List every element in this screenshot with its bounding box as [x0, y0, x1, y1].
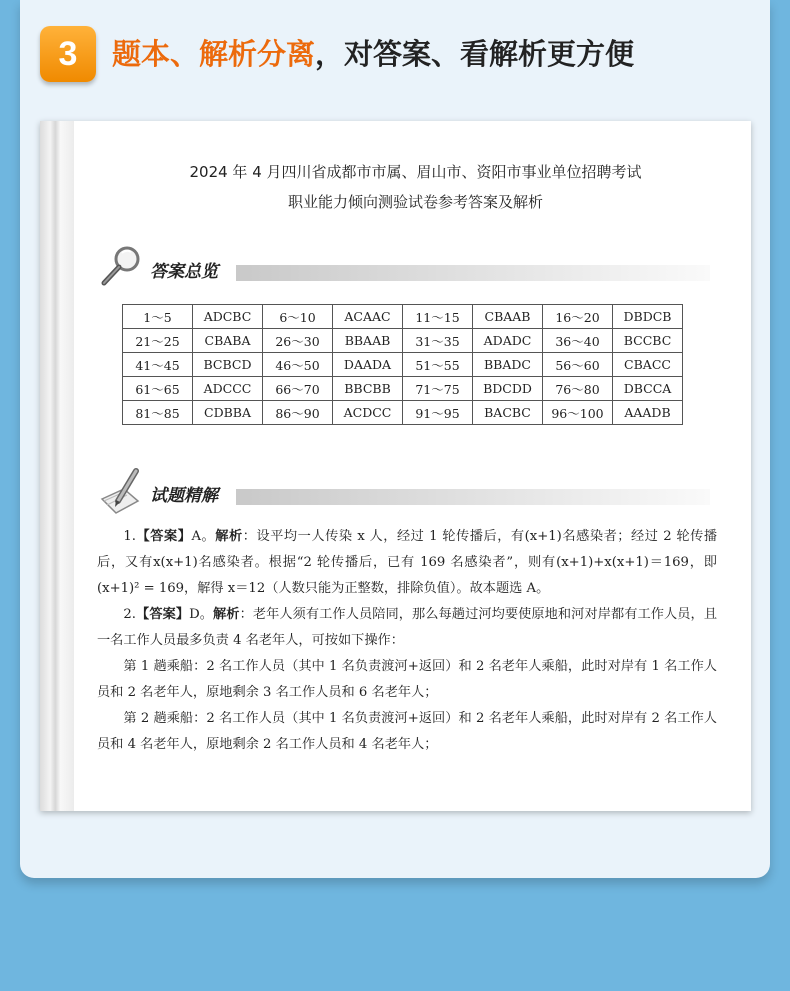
- answer-key-cell: BBADC: [473, 353, 543, 377]
- answer-row: [123, 305, 683, 329]
- answer-key-cell: BCBCD: [193, 353, 263, 377]
- answer-range-cell: 96～100: [543, 401, 613, 425]
- explanations-bar: [236, 489, 710, 505]
- step-badge: 3: [40, 26, 96, 82]
- explanations-header: [98, 467, 710, 507]
- answer-key-cell: DBDCB: [613, 305, 683, 329]
- answer-key-cell: BBCBB: [333, 377, 403, 401]
- answer-key-cell: CBAAB: [473, 305, 543, 329]
- answer-range-cell: 1～5: [123, 305, 193, 329]
- answer-range-cell: 21～25: [123, 329, 193, 353]
- answer-key-cell: ADADC: [473, 329, 543, 353]
- q1-answer-tag: 【答案】: [135, 529, 192, 544]
- answer-row: [123, 329, 683, 353]
- answer-range-cell: 56～60: [543, 353, 613, 377]
- answer-overview-bar: [236, 265, 710, 281]
- answer-row: [123, 377, 683, 401]
- q2-number: 2.: [123, 607, 136, 622]
- answer-key-cell: CBACC: [613, 353, 683, 377]
- q2-answer-tag: 【答案】: [135, 607, 190, 622]
- q2-step2: 第 2 趟乘船：2 名工作人员（其中 1 名负责渡河+返回）和 2 名老年人乘船，此时对岸有 2 名工作人员和 4 名老年人，原地剩余 2 名工作人员和 4 名老年人；: [97, 711, 717, 752]
- answer-key-cell: BACBC: [473, 401, 543, 425]
- magnifier-icon: [98, 243, 146, 291]
- answer-key-cell: CBABA: [193, 329, 263, 353]
- answer-key-cell: CDBBA: [193, 401, 263, 425]
- pencil-note-icon: [98, 467, 146, 515]
- answer-range-cell: 46～50: [263, 353, 333, 377]
- answer-overview-heading: 答案总览: [150, 262, 218, 282]
- answer-range-cell: 31～35: [403, 329, 473, 353]
- answer-key-cell: AAADB: [613, 401, 683, 425]
- headline: [112, 32, 634, 76]
- q2-text: ：老年人须有工作人员陪同，那么每趟过河均要使原地和河对岸都有工作人员，且一名工作人员最多负责 4 名老年人，可按如下操作：: [97, 607, 718, 648]
- answer-range-cell: 6～10: [263, 305, 333, 329]
- answer-range-cell: 61～65: [123, 377, 193, 401]
- answer-range-cell: 36～40: [543, 329, 613, 353]
- answer-range-cell: 11～15: [403, 305, 473, 329]
- document-title-line2: 职业能力倾向测验试卷参考答案及解析: [287, 193, 543, 211]
- answer-range-cell: 91～95: [403, 401, 473, 425]
- answer-range-cell: 66～70: [263, 377, 333, 401]
- answer-overview-header: [98, 243, 710, 283]
- document-title-line1: 2024 年 4 月四川省成都市市属、眉山市、资阳市事业单位招聘考试: [189, 163, 642, 181]
- explanations-body: [97, 524, 717, 758]
- answer-range-cell: 71～75: [403, 377, 473, 401]
- answer-key-cell: BBAAB: [333, 329, 403, 353]
- document-page: [40, 121, 751, 811]
- headline-rest: ，对答案、看解析更方便: [315, 37, 635, 71]
- answer-range-cell: 26～30: [263, 329, 333, 353]
- explanations-heading: 试题精解: [150, 486, 218, 506]
- answer-range-cell: 86～90: [263, 401, 333, 425]
- q1-paragraph: [97, 524, 717, 602]
- answer-key-cell: BCCBC: [613, 329, 683, 353]
- answer-range-cell: 51～55: [403, 353, 473, 377]
- q1-analysis-tag: 解析: [215, 529, 243, 544]
- answer-table: [122, 304, 683, 425]
- page-spine: [40, 121, 74, 811]
- answer-range-cell: 76～80: [543, 377, 613, 401]
- headline-highlight: 题本、解析分离: [112, 37, 316, 71]
- answer-row: [123, 401, 683, 425]
- answer-key-cell: DBCCA: [613, 377, 683, 401]
- q1-number: 1.: [123, 529, 136, 544]
- answer-key-cell: ACAAC: [333, 305, 403, 329]
- answer-key-cell: ADCBC: [193, 305, 263, 329]
- q2-analysis-tag: 解析: [213, 607, 240, 622]
- answer-key-cell: ADCCC: [193, 377, 263, 401]
- answer-key-cell: DAADA: [333, 353, 403, 377]
- q2-answer: D。: [189, 607, 214, 622]
- q2-paragraph: [97, 602, 717, 654]
- answer-range-cell: 41～45: [123, 353, 193, 377]
- answer-key-cell: BDCDD: [473, 377, 543, 401]
- answer-row: [123, 353, 683, 377]
- answer-range-cell: 81～85: [123, 401, 193, 425]
- q1-text: ：设平均一人传染 x 人，经过 1 轮传播后，有(x+1)名感染者；经过 2 轮传播后，又有x(x+1)名感染者。根据“2 轮传播后，已有 169 名感染者”，则有(x+1)+x(x+1)＝169，即(x+1)² = 169，解得 x＝12（人数只能为正整数，排除负值）。故本题选 A。: [97, 529, 718, 596]
- answer-key-cell: ACDCC: [333, 401, 403, 425]
- answer-range-cell: 16～20: [543, 305, 613, 329]
- q2-step1: 第 1 趟乘船：2 名工作人员（其中 1 名负责渡河+返回）和 2 名老年人乘船，此时对岸有 1 名工作人员和 2 名老年人，原地剩余 3 名工作人员和 6 名老年人；: [97, 659, 717, 700]
- q1-answer: A。: [191, 529, 216, 544]
